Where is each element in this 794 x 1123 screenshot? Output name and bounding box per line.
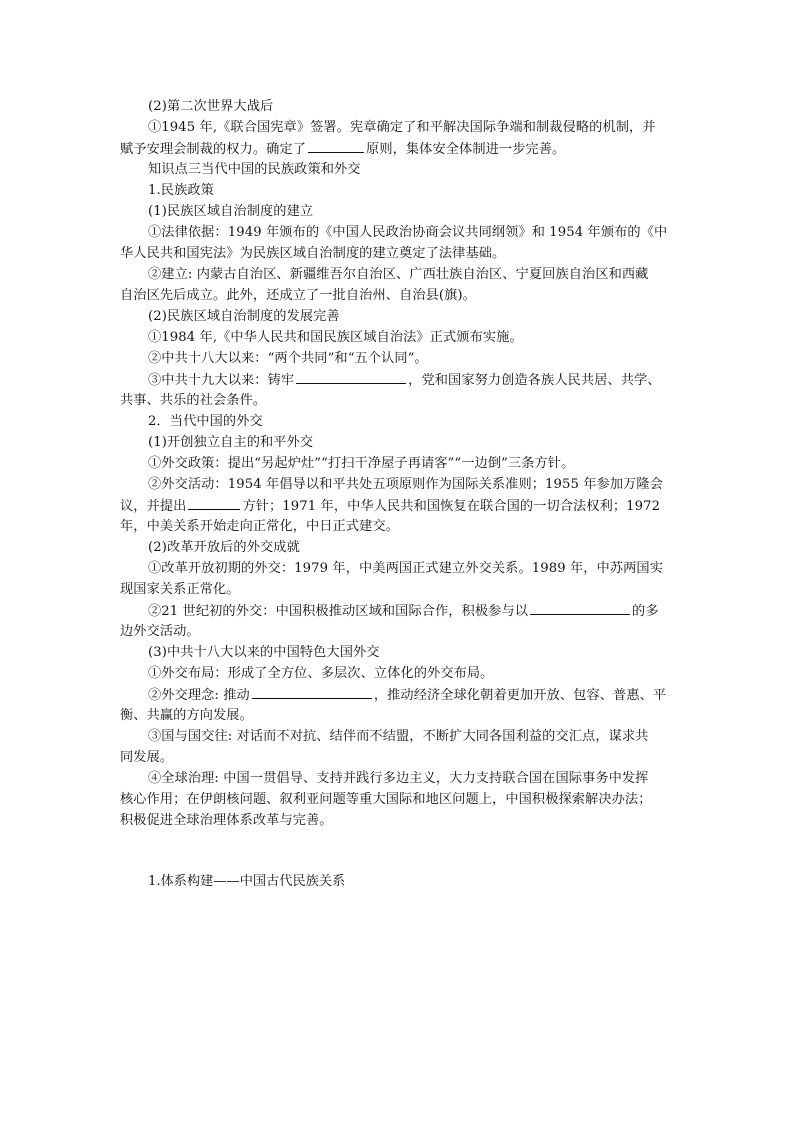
subsection-heading: (1)民族区域自治制度的建立 — [148, 204, 314, 219]
paragraph-line: 自治区先后成立。此外，还成立了一批自治州、自治县(旗)。 — [120, 288, 476, 303]
subsection-heading: 1.民族政策 — [148, 183, 214, 198]
paragraph-line: ③国与国交往: 对话而不对抗、结伴而不结盟，不断扩大同各国利益的交汇点，谋求共 — [148, 729, 649, 744]
paragraph-line: 赋予安理会制裁的权力。确定了 原则，集体安全体制进一步完善。 — [120, 138, 680, 159]
paragraph-line: ①1984 年,《中华人民共和国民族区域自治法》正式颁布实施。 — [148, 330, 523, 345]
paragraph-line: 华人民共和国宪法》为民族区域自治制度的建立奠定了法律基础。 — [120, 246, 506, 261]
paragraph-line: ②外交理念: 推动 ，推动经济全球化朝着更加开放、包容、普惠、平 — [120, 684, 680, 705]
subsection-heading: (3)中共十八大以来的中国特色大国外交 — [148, 645, 380, 660]
paragraph-line: 年，中美关系开始走向正常化，中日正式建交。 — [120, 519, 400, 534]
paragraph-line: 衡、共赢的方向发展。 — [120, 708, 253, 723]
subsection-heading: (1)开创独立自主的和平外交 — [148, 435, 314, 450]
paragraph-line: 同发展。 — [120, 750, 174, 765]
paragraph-line: ①改革开放初期的外交：1979 年，中美两国正式建立外交关系。1989 年，中苏两国实 — [148, 561, 663, 576]
knowledge-point-heading: 知识点三当代中国的民族政策和外交 — [148, 162, 361, 177]
fill-blank[interactable] — [252, 684, 372, 699]
subsection-heading: (2)民族区域自治制度的发展完善 — [148, 309, 340, 324]
paragraph-line: ①外交政策：提出“另起炉灶”“打扫干净屋子再请客”“一边倒”三条方针。 — [148, 456, 575, 471]
paragraph-line: ②外交活动：1954 年倡导以和平共处五项原则作为国际关系准则；1955 年参加万隆会 — [148, 477, 663, 492]
document-page — [120, 96, 680, 892]
fill-blank[interactable] — [308, 138, 364, 153]
paragraph-line: ①外交布局：形成了全方位、多层次、立体化的外交布局。 — [148, 666, 494, 681]
section-heading-ww2: (2)第二次世界大战后 — [148, 99, 274, 114]
paragraph-line: 积极促进全球治理体系改革与完善。 — [120, 813, 333, 828]
subsection-heading: 2．当代中国的外交 — [148, 414, 263, 429]
paragraph-line: ①1945 年,《联合国宪章》签署。宪章确定了和平解决国际争端和制裁侵略的机制，并 — [148, 120, 656, 135]
fill-blank[interactable] — [530, 600, 630, 615]
paragraph-line: ①法律依据：1949 年颁布的《中国人民政治协商会议共同纲领》和 1954 年颁布的《中 — [148, 225, 668, 240]
fill-blank[interactable] — [188, 495, 240, 510]
system-construction-heading: 1.体系构建——中国古代民族关系 — [148, 874, 346, 889]
paragraph-line: 核心作用；在伊朗核问题、叙利亚问题等重大国际和地区问题上，中国积极探索解决办法； — [120, 792, 652, 807]
subsection-heading: (2)改革开放后的外交成就 — [148, 540, 300, 555]
paragraph-line: ②21 世纪初的外交：中国积极推动区域和国际合作，积极参与以 的多 — [120, 600, 680, 621]
paragraph-line: ②中共十八大以来：“两个共同”和“五个认同”。 — [148, 351, 428, 366]
paragraph-line: 边外交活动。 — [120, 624, 200, 639]
paragraph-line: 议，并提出 方针；1971 年，中华人民共和国恢复在联合国的一切合法权利；1972 — [120, 495, 680, 516]
fill-blank[interactable] — [296, 369, 406, 384]
paragraph-line: ②建立: 内蒙古自治区、新疆维吾尔自治区、广西壮族自治区、宁夏回族自治区和西藏 — [148, 267, 649, 282]
paragraph-line: 共事、共乐的社会条件。 — [120, 393, 267, 408]
paragraph-line: ④全球治理: 中国一贯倡导、支持并践行多边主义，大力支持联合国在国际事务中发挥 — [148, 771, 649, 786]
paragraph-line: ③中共十九大以来：铸牢 ，党和国家努力创造各族人民共居、共学、 — [120, 369, 680, 390]
paragraph-line: 现国家关系正常化。 — [120, 582, 240, 597]
